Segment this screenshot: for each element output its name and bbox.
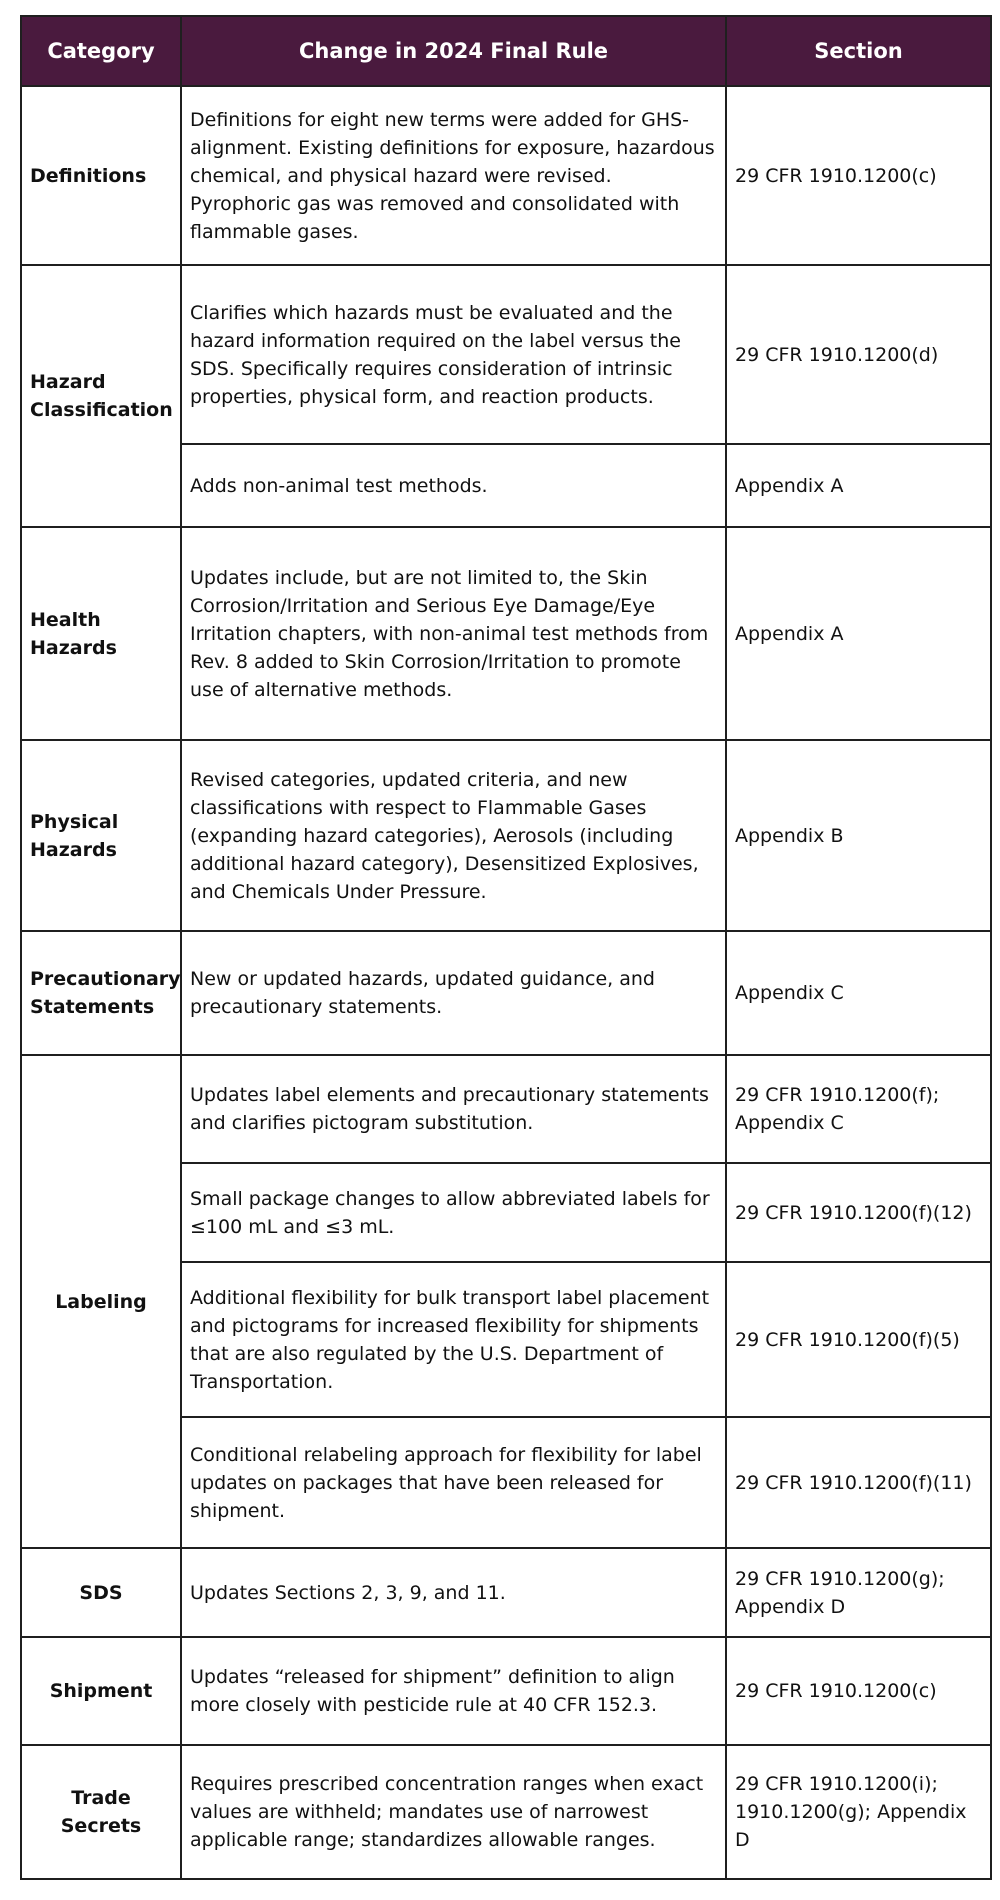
section-cell: 29 CFR 1910.1200(f); Appendix C: [726, 1055, 991, 1163]
section-cell: Appendix C: [726, 931, 991, 1055]
change-cell: Updates “released for shipment” definition to align more closely with pesticide rule at 40 CFR 152.3.: [181, 1637, 726, 1745]
section-cell: 29 CFR 1910.1200(i); 1910.1200(g); Appendix D: [726, 1745, 991, 1879]
change-cell: Conditional relabeling approach for flexibility for label updates on packages that have been released for shipment.: [181, 1417, 726, 1548]
category-cell: SDS: [21, 1548, 181, 1637]
section-cell: Appendix B: [726, 740, 991, 931]
table-body: [21, 86, 991, 1879]
table-row: [21, 1637, 991, 1745]
section-cell: Appendix A: [726, 527, 991, 740]
table-row: [21, 527, 991, 740]
table-row: [21, 1548, 991, 1637]
change-cell: Definitions for eight new terms were added for GHS-alignment. Existing definitions for exposure, hazardous chemical, and physical hazard were revised. Pyrophoric gas was removed and consolidated with flammable gases.: [181, 86, 726, 265]
category-cell: Physical Hazards: [21, 740, 181, 931]
category-cell: Shipment: [21, 1637, 181, 1745]
table-row: [21, 1745, 991, 1879]
section-cell: 29 CFR 1910.1200(f)(11): [726, 1417, 991, 1548]
section-cell: 29 CFR 1910.1200(f)(5): [726, 1262, 991, 1417]
table-row: [21, 740, 991, 931]
category-cell: Definitions: [21, 86, 181, 265]
document-page: [20, 15, 990, 1880]
change-cell: Requires prescribed concentration ranges when exact values are withheld; mandates use of narrowest applicable range; standardizes allowable ranges.: [181, 1745, 726, 1879]
section-cell: 29 CFR 1910.1200(g); Appendix D: [726, 1548, 991, 1637]
header-change: Change in 2024 Final Rule: [181, 16, 726, 86]
table-row: [21, 86, 991, 265]
change-cell: Revised categories, updated criteria, and new classifications with respect to Flammable Gases (expanding hazard categories), Aerosols (including additional hazard category), Desensitized Explosives, and Chemicals Under Pressure.: [181, 740, 726, 931]
change-cell: Adds non-animal test methods.: [181, 444, 726, 527]
section-cell: 29 CFR 1910.1200(c): [726, 1637, 991, 1745]
table-row: [21, 931, 991, 1055]
change-cell: New or updated hazards, updated guidance, and precautionary statements.: [181, 931, 726, 1055]
change-cell: Small package changes to allow abbreviated labels for ≤100 mL and ≤3 mL.: [181, 1163, 726, 1262]
table-header: [21, 16, 991, 86]
category-cell: Trade Secrets: [21, 1745, 181, 1879]
change-cell: Updates label elements and precautionary statements and clarifies pictogram substitution.: [181, 1055, 726, 1163]
change-cell: Clarifies which hazards must be evaluated and the hazard information required on the label versus the SDS. Specifically requires consideration of intrinsic properties, physical form, and reaction products.: [181, 265, 726, 444]
header-section: Section: [726, 16, 991, 86]
table-row: [21, 265, 991, 444]
table-row: [21, 1055, 991, 1163]
category-cell: Health Hazards: [21, 527, 181, 740]
change-cell: Updates include, but are not limited to, the Skin Corrosion/Irritation and Serious Eye Damage/Eye Irritation chapters, with non-animal test methods from Rev. 8 added to Skin Corrosion/Irritation to promote use of alternative methods.: [181, 527, 726, 740]
category-cell: Labeling: [21, 1055, 181, 1548]
rule-changes-table: [20, 15, 992, 1880]
section-cell: Appendix A: [726, 444, 991, 527]
change-cell: Updates Sections 2, 3, 9, and 11.: [181, 1548, 726, 1637]
header-row: [21, 16, 991, 86]
section-cell: 29 CFR 1910.1200(f)(12): [726, 1163, 991, 1262]
change-cell: Additional flexibility for bulk transport label placement and pictograms for increased flexibility for shipments that are also regulated by the U.S. Department of Transportation.: [181, 1262, 726, 1417]
section-cell: 29 CFR 1910.1200(d): [726, 265, 991, 444]
header-category: Category: [21, 16, 181, 86]
section-cell: 29 CFR 1910.1200(c): [726, 86, 991, 265]
category-cell: Hazard Classification: [21, 265, 181, 527]
category-cell: Precautionary Statements: [21, 931, 181, 1055]
